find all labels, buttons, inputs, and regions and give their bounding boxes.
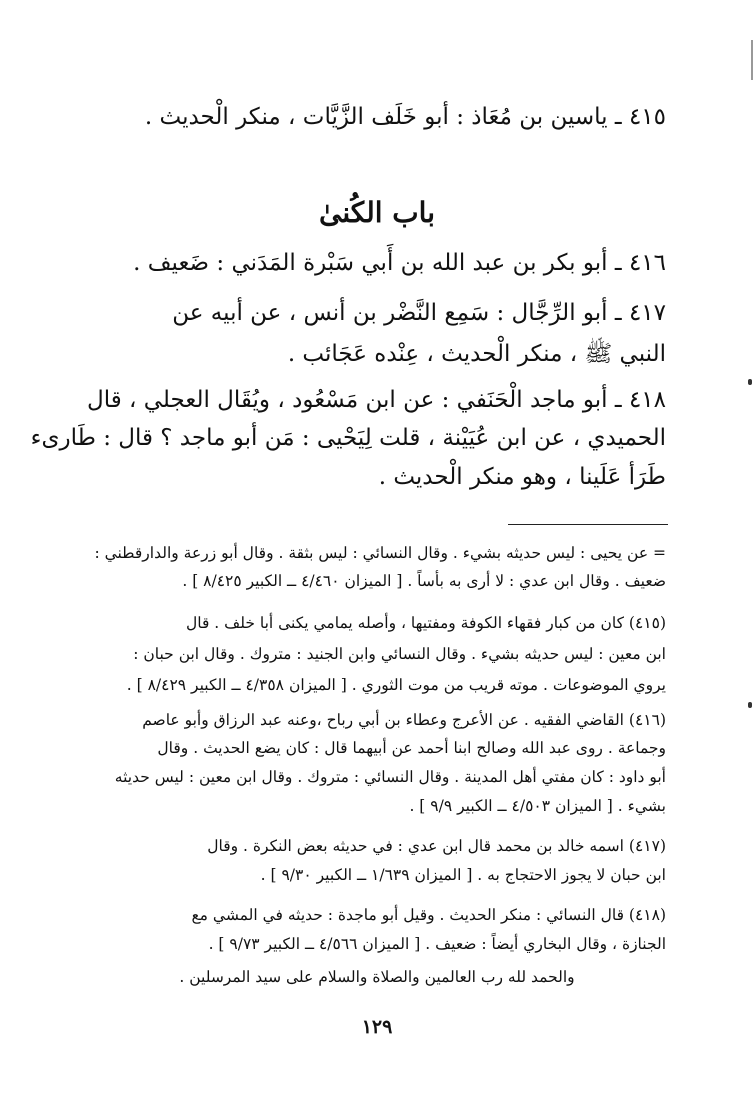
footnote-divider: [508, 524, 668, 525]
footnote-417-line-2: ابن حبان لا يجوز الاحتجاج به . [ الميزان ١/٦٣٩ ــ الكبير ٩/٣٠ ] .: [260, 866, 666, 884]
footnote-418-line-1: (٤١٨) قال النسائي : منكر الحديث . وقيل أبو ماجدة : حديثه في المشي مع: [191, 906, 666, 924]
footnote-415-line-3: يروي الموضوعات . موته قريب من موت الثوري . [ الميزان ٤/٣٥٨ ــ الكبير ٨/٤٢٩ ] .: [126, 676, 666, 694]
scan-mark-1: [748, 379, 752, 385]
page-number: ١٢٩: [361, 1016, 393, 1038]
footnote-415-line-1: (٤١٥) كان من كبار فقهاء الكوفة ومفتيها ، وأصله يمامي يكنى أبا خلف . قال: [185, 614, 666, 632]
scan-edge-line: [751, 40, 753, 80]
entry-416-line-1: ٤١٦ ـ أبو بكر بن عبد الله بن أَبي سَبْرة المَدَني : ضَعيف .: [133, 250, 666, 276]
footnote-418-line-2: الجنازة ، وقال البخاري أيضاً : ضعيف . [ الميزان ٤/٥٦٦ ــ الكبير ٩/٧٣ ] .: [208, 935, 666, 953]
closing-line: والحمد لله رب العالمين والصلاة والسلام على سيد المرسلين .: [179, 968, 575, 986]
entry-418-line-3: طَرَأ عَلَينا ، وهو منكر الْحديث .: [378, 464, 666, 490]
footnote-416-line-1: (٤١٦) القاضي الفقيه . عن الأعرج وعطاء بن أبي رباح ،وعنه عبد الرزاق وأبو عاصم: [142, 711, 666, 729]
entry-417-line-2: النبي ﷺ ، منكر الْحديث ، عِنْده عَجَائب .: [287, 341, 666, 367]
scan-mark-2: [748, 702, 752, 708]
footnote-416-line-2: وجماعة . روى عبد الله وصالح ابنا أحمد عن أبيهما قال : كان يضع الحديث . وقال: [157, 739, 666, 757]
footnote-cont-line-2: ضعيف . وقال ابن عدي : لا أرى به بأساً . [ الميزان ٤/٤٦٠ ــ الكبير ٨/٤٢٥ ] .: [182, 572, 666, 590]
entry-415: ٤١٥ ـ ياسين بن مُعَاذ : أبو خَلَف الزَّيَّات ، منكر الْحديث .: [144, 104, 666, 130]
section-title: باب الكُنىٰ: [319, 196, 435, 229]
entry-417-line-1: ٤١٧ ـ أبو الرِّجَّال : سَمِع النَّضْر بن أنس ، عن أبيه عن: [172, 300, 666, 326]
entry-418-line-1: ٤١٨ ـ أبو ماجد الْحَنَفي : عن ابن مَسْعُود ، ويُقَال العجلي ، قال: [86, 387, 666, 413]
footnote-416-line-4: بشيء . [ الميزان ٤/٥٠٣ ــ الكبير ٩/٩ ] .: [409, 797, 666, 815]
footnote-417-line-1: (٤١٧) اسمه خالد بن محمد قال ابن عدي : في حديثه بعض النكرة . وقال: [207, 837, 666, 855]
entry-418-line-2: الحميدي ، عن ابن عُيَيْنة ، قلت لِيَحْيى : مَن أبو ماجد ؟ قال : طَارىء: [30, 425, 666, 451]
footnote-415-line-2: ابن معين : ليس حديثه بشيء . وقال النسائي وابن الجنيد : متروك . وقال ابن حبان :: [133, 645, 666, 663]
footnote-cont-line-1: = عن يحيى : ليس حديثه بشيء . وقال النسائي : ليس بثقة . وقال أبو زرعة والدارقطني :: [94, 544, 666, 562]
footnote-416-line-3: أبو داود : كان مفتي أهل المدينة . وقال النسائي : متروك . وقال ابن معين : ليس حديثه: [114, 768, 666, 786]
